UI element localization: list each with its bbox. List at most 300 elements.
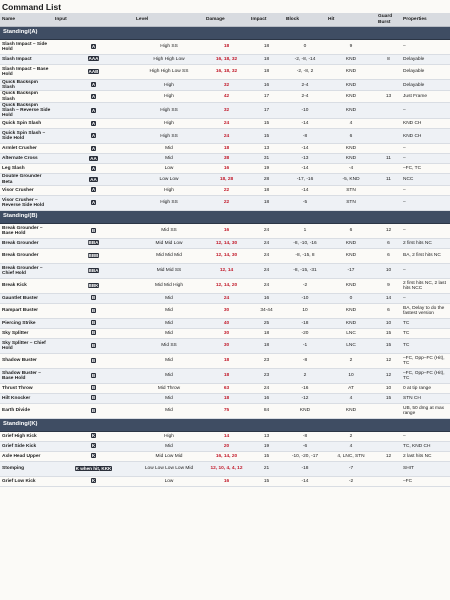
- block-cell: -10: [284, 293, 326, 303]
- damage-cell: 30: [204, 328, 249, 338]
- properties-cell: TC: [401, 318, 450, 328]
- name-cell: Quick Spin Slash – Side Hold: [0, 129, 53, 144]
- input-cell: [53, 40, 134, 55]
- input-command: A: [91, 199, 96, 205]
- input-cell: [53, 91, 134, 102]
- input-cell: [53, 223, 134, 238]
- name-cell: Rampart Buster: [0, 303, 53, 318]
- input-command: BBK: [88, 282, 99, 288]
- properties-cell: KND CH: [401, 119, 450, 129]
- guard-burst-cell: [376, 129, 401, 144]
- name-cell: Armlet Crusher: [0, 144, 53, 154]
- guard-burst-cell: [376, 102, 401, 119]
- damage-cell: 18: [204, 393, 249, 403]
- damage-cell: 12, 14, 30: [204, 248, 249, 263]
- block-cell: -18: [284, 318, 326, 328]
- hit-cell: KND: [326, 154, 376, 164]
- hit-cell: STN: [326, 195, 376, 210]
- name-cell: Visor Crusher – Reverse Side Hold: [0, 195, 53, 210]
- name-cell: Quick Backspin Slash: [0, 80, 53, 91]
- input-cell: [53, 383, 134, 393]
- input-command: AAA: [88, 56, 99, 62]
- level-cell: High SS: [134, 102, 204, 119]
- section-header: [0, 210, 450, 223]
- damage-cell: 32: [204, 102, 249, 119]
- input-command: A: [91, 120, 96, 126]
- impact-cell: 25: [249, 318, 284, 328]
- level-cell: High: [134, 431, 204, 441]
- properties-cell: –: [401, 154, 450, 164]
- block-cell: -16: [284, 383, 326, 393]
- input-command: K: [91, 453, 96, 459]
- impact-cell: 18: [249, 65, 284, 80]
- block-cell: -8: [284, 431, 326, 441]
- impact-cell: 28: [249, 174, 284, 185]
- name-cell: Slash Impact – Side Hold: [0, 40, 53, 55]
- block-cell: -8, -15, 8: [284, 248, 326, 263]
- properties-cell: 2 first hits NC: [401, 238, 450, 248]
- damage-cell: 22: [204, 185, 249, 195]
- block-cell: -20: [284, 328, 326, 338]
- level-cell: Mid: [134, 353, 204, 368]
- input-cell: [53, 248, 134, 263]
- guard-burst-cell: 10: [376, 318, 401, 328]
- hit-cell: KND: [326, 91, 376, 102]
- name-cell: Visor Crusher: [0, 185, 53, 195]
- impact-cell: 15: [249, 129, 284, 144]
- table-row: [0, 441, 450, 451]
- impact-cell: 19: [249, 441, 284, 451]
- impact-cell: 13: [249, 431, 284, 441]
- guard-burst-cell: [376, 119, 401, 129]
- hit-cell: AT: [326, 383, 376, 393]
- level-cell: Low Low: [134, 174, 204, 185]
- level-cell: Mid: [134, 154, 204, 164]
- block-cell: -14: [284, 119, 326, 129]
- impact-cell: 18: [249, 338, 284, 353]
- block-cell: -8, -10, -16: [284, 238, 326, 248]
- section-title: Standing/(K): [0, 418, 450, 431]
- properties-cell: –FC: [401, 476, 450, 486]
- properties-cell: –FC, Opp–FC (Hit), TC: [401, 368, 450, 383]
- level-cell: High SS: [134, 195, 204, 210]
- level-cell: Mid Mid High: [134, 278, 204, 293]
- impact-cell: 18: [249, 55, 284, 65]
- guard-burst-cell: 15: [376, 338, 401, 353]
- table-row: [0, 174, 450, 185]
- block-cell: -1: [284, 338, 326, 353]
- properties-cell: 2 first hits NC, 2 last hits NCC: [401, 278, 450, 293]
- input-cell: [53, 328, 134, 338]
- block-cell: -2, -8, -14: [284, 55, 326, 65]
- impact-cell: 23: [249, 368, 284, 383]
- name-cell: Break Grounder – Chief Hold: [0, 263, 53, 278]
- level-cell: Mid: [134, 293, 204, 303]
- damage-cell: 30: [204, 338, 249, 353]
- impact-cell: 24: [249, 238, 284, 248]
- guard-burst-cell: 12: [376, 451, 401, 461]
- input-command: B: [91, 342, 96, 348]
- properties-cell: STN CH: [401, 393, 450, 403]
- block-cell: -13: [284, 154, 326, 164]
- impact-cell: 15: [249, 451, 284, 461]
- guard-burst-cell: [376, 431, 401, 441]
- block-cell: -14: [284, 476, 326, 486]
- impact-cell: 16: [249, 393, 284, 403]
- header-damage: Damage: [204, 13, 249, 27]
- hit-cell: KND: [326, 278, 376, 293]
- level-cell: Mid Mid SS: [134, 263, 204, 278]
- name-cell: Piercing Strike: [0, 318, 53, 328]
- table-row: [0, 164, 450, 174]
- block-cell: -8: [284, 353, 326, 368]
- guard-burst-cell: 6: [376, 238, 401, 248]
- input-cell: [53, 403, 134, 418]
- impact-cell: 34-44: [249, 303, 284, 318]
- impact-cell: 21: [249, 461, 284, 476]
- properties-cell: NCC: [401, 174, 450, 185]
- header-properties: Properties: [401, 13, 450, 27]
- hit-cell: KND: [326, 248, 376, 263]
- name-cell: Sky Splitter – Chief Hold: [0, 338, 53, 353]
- level-cell: Low: [134, 476, 204, 486]
- level-cell: Low Low Low Low Mid: [134, 461, 204, 476]
- properties-cell: 0 at tip range: [401, 383, 450, 393]
- hit-cell: 2: [326, 431, 376, 441]
- properties-cell: TC, KND CH: [401, 441, 450, 451]
- hit-cell: -2: [326, 476, 376, 486]
- level-cell: Mid SS: [134, 223, 204, 238]
- input-cell: [53, 338, 134, 353]
- input-command: BBA: [88, 240, 99, 246]
- name-cell: Double Grounder Beta: [0, 174, 53, 185]
- header-input: Input: [53, 13, 134, 27]
- header-level: Level: [134, 13, 204, 27]
- guard-burst-cell: 12: [376, 353, 401, 368]
- input-cell: [53, 55, 134, 65]
- name-cell: Stomping: [0, 461, 53, 476]
- properties-cell: Delayable: [401, 65, 450, 80]
- guard-burst-cell: 15: [376, 393, 401, 403]
- section-title: Standing/(B): [0, 210, 450, 223]
- name-cell: Axle Head Upper: [0, 451, 53, 461]
- input-command: K: [91, 433, 96, 439]
- damage-cell: 18: [204, 144, 249, 154]
- level-cell: Mid Mid Mid: [134, 248, 204, 263]
- name-cell: Grief Side Kick: [0, 441, 53, 451]
- table-row: [0, 55, 450, 65]
- hit-cell: -4: [326, 164, 376, 174]
- impact-cell: 31: [249, 154, 284, 164]
- damage-cell: 18: [204, 353, 249, 368]
- impact-cell: 18: [249, 328, 284, 338]
- header-impact: Impact: [249, 13, 284, 27]
- guard-burst-cell: [376, 164, 401, 174]
- hit-cell: -7: [326, 461, 376, 476]
- level-cell: Mid Throw: [134, 383, 204, 393]
- input-command: A: [91, 93, 96, 99]
- hit-cell: 6: [326, 129, 376, 144]
- guard-burst-cell: 6: [376, 303, 401, 318]
- header-block: Block: [284, 13, 326, 27]
- block-cell: KND: [284, 403, 326, 418]
- damage-cell: 38: [204, 154, 249, 164]
- block-cell: -8: [284, 129, 326, 144]
- properties-cell: Delayable: [401, 55, 450, 65]
- name-cell: Grief Low Kick: [0, 476, 53, 486]
- header-guard-burst: Guard Burst: [376, 13, 401, 27]
- properties-cell: –: [401, 263, 450, 278]
- properties-cell: –: [401, 144, 450, 154]
- block-cell: -14: [284, 164, 326, 174]
- input-cell: [53, 293, 134, 303]
- name-cell: Break Grounder: [0, 238, 53, 248]
- input-cell: [53, 263, 134, 278]
- damage-cell: 24: [204, 119, 249, 129]
- properties-cell: –: [401, 293, 450, 303]
- block-cell: -5: [284, 195, 326, 210]
- damage-cell: 18: [204, 368, 249, 383]
- input-command: A: [91, 43, 96, 49]
- input-command: B: [91, 407, 96, 413]
- input-cell: [53, 461, 134, 476]
- table-row: [0, 144, 450, 154]
- properties-cell: –: [401, 431, 450, 441]
- properties-cell: SHIT: [401, 461, 450, 476]
- hit-cell: KND: [326, 303, 376, 318]
- hit-cell: LNC: [326, 328, 376, 338]
- name-cell: Earth Divide: [0, 403, 53, 418]
- input-command: B: [91, 227, 96, 233]
- guard-burst-cell: 13: [376, 91, 401, 102]
- table-body: [0, 27, 450, 487]
- block-cell: -18: [284, 461, 326, 476]
- properties-cell: Delayable: [401, 80, 450, 91]
- guard-burst-cell: 12: [376, 368, 401, 383]
- guard-burst-cell: 9: [376, 278, 401, 293]
- table-row: [0, 461, 450, 476]
- level-cell: Mid Low Mid: [134, 451, 204, 461]
- hit-cell: 4: [326, 393, 376, 403]
- impact-cell: 15: [249, 476, 284, 486]
- guard-burst-cell: 14: [376, 293, 401, 303]
- input-cell: [53, 119, 134, 129]
- table-row: [0, 263, 450, 278]
- properties-cell: TC: [401, 328, 450, 338]
- input-command: A: [91, 165, 96, 171]
- level-cell: High: [134, 119, 204, 129]
- properties-cell: UB, 50 dmg at max range: [401, 403, 450, 418]
- damage-cell: 30: [204, 303, 249, 318]
- input-cell: [53, 368, 134, 383]
- input-cell: [53, 154, 134, 164]
- properties-cell: TC: [401, 338, 450, 353]
- impact-cell: 84: [249, 403, 284, 418]
- input-cell: [53, 431, 134, 441]
- input-cell: [53, 278, 134, 293]
- table-row: [0, 129, 450, 144]
- table-row: [0, 431, 450, 441]
- section-title: Standing/(A): [0, 27, 450, 40]
- block-cell: -14: [284, 185, 326, 195]
- input-cell: [53, 80, 134, 91]
- properties-cell: –FC, TC: [401, 164, 450, 174]
- damage-cell: 16: [204, 164, 249, 174]
- table-row: [0, 65, 450, 80]
- input-command: B: [91, 330, 96, 336]
- level-cell: Mid: [134, 144, 204, 154]
- block-cell: -2: [284, 278, 326, 293]
- hit-cell: KND: [326, 102, 376, 119]
- input-cell: [53, 353, 134, 368]
- hit-cell: 0: [326, 293, 376, 303]
- damage-cell: 12, 14, 30: [204, 238, 249, 248]
- impact-cell: 18: [249, 195, 284, 210]
- properties-cell: –: [401, 102, 450, 119]
- table-row: [0, 102, 450, 119]
- hit-cell: KND: [326, 144, 376, 154]
- damage-cell: 14: [204, 431, 249, 441]
- input-cell: [53, 441, 134, 451]
- hit-cell: 10: [326, 368, 376, 383]
- input-command: AA: [90, 176, 97, 182]
- name-cell: Grief High Kick: [0, 431, 53, 441]
- input-cell: [53, 174, 134, 185]
- input-cell: [53, 318, 134, 328]
- input-command: AA: [90, 155, 97, 161]
- damage-cell: 16, 18, 32: [204, 55, 249, 65]
- table-row: [0, 318, 450, 328]
- name-cell: Shadow Buster: [0, 353, 53, 368]
- impact-cell: 17: [249, 102, 284, 119]
- guard-burst-cell: [376, 144, 401, 154]
- input-command: K when hit, KKK: [75, 465, 112, 471]
- input-command: B: [91, 357, 96, 363]
- table-row: [0, 91, 450, 102]
- level-cell: High: [134, 80, 204, 91]
- section-header: [0, 418, 450, 431]
- table-row: [0, 195, 450, 210]
- guard-burst-cell: [376, 461, 401, 476]
- level-cell: Mid: [134, 328, 204, 338]
- header-hit: Hit: [326, 13, 376, 27]
- level-cell: Mid: [134, 318, 204, 328]
- damage-cell: 16, 14, 20: [204, 451, 249, 461]
- input-cell: [53, 129, 134, 144]
- input-command: B: [91, 395, 96, 401]
- block-cell: -6: [284, 441, 326, 451]
- guard-burst-cell: [376, 441, 401, 451]
- block-cell: -2, -8, 2: [284, 65, 326, 80]
- properties-cell: –: [401, 40, 450, 55]
- guard-burst-cell: [376, 476, 401, 486]
- block-cell: 1: [284, 223, 326, 238]
- level-cell: High SS: [134, 129, 204, 144]
- damage-cell: 12, 14, 20: [204, 278, 249, 293]
- guard-burst-cell: [376, 185, 401, 195]
- level-cell: High High Low SS: [134, 65, 204, 80]
- level-cell: High High Low: [134, 55, 204, 65]
- damage-cell: 18, 28: [204, 174, 249, 185]
- level-cell: Mid SS: [134, 338, 204, 353]
- header-name: Name: [0, 13, 53, 27]
- properties-cell: –: [401, 223, 450, 238]
- damage-cell: 24: [204, 129, 249, 144]
- impact-cell: 18: [249, 185, 284, 195]
- impact-cell: 24: [249, 263, 284, 278]
- input-command: K: [91, 443, 96, 449]
- block-cell: -10, -20, -17: [284, 451, 326, 461]
- input-cell: [53, 144, 134, 154]
- hit-cell: -5, KND: [326, 174, 376, 185]
- guard-burst-cell: 11: [376, 154, 401, 164]
- block-cell: 2-4: [284, 80, 326, 91]
- header-row: [0, 13, 450, 27]
- name-cell: Leg Slash: [0, 164, 53, 174]
- name-cell: Break Grounder – Base Hold: [0, 223, 53, 238]
- input-command: B: [91, 372, 96, 378]
- properties-cell: 2 last hits NC: [401, 451, 450, 461]
- damage-cell: 75: [204, 403, 249, 418]
- name-cell: Thrust Throw: [0, 383, 53, 393]
- command-table: [0, 13, 450, 487]
- guard-burst-cell: [376, 80, 401, 91]
- input-command: A: [91, 187, 96, 193]
- name-cell: Break Grounder: [0, 248, 53, 263]
- block-cell: -14: [284, 144, 326, 154]
- input-cell: [53, 238, 134, 248]
- properties-cell: BA, 2 first hits NC: [401, 248, 450, 263]
- guard-burst-cell: 10: [376, 263, 401, 278]
- table-row: [0, 383, 450, 393]
- input-command: A: [91, 82, 96, 88]
- name-cell: Slash Impact – Base Hold: [0, 65, 53, 80]
- hit-cell: LNC: [326, 338, 376, 353]
- input-command: B: [91, 320, 96, 326]
- table-row: [0, 451, 450, 461]
- level-cell: Mid Mid Low: [134, 238, 204, 248]
- impact-cell: 18: [249, 40, 284, 55]
- hit-cell: KND: [326, 318, 376, 328]
- impact-cell: 23: [249, 353, 284, 368]
- table-row: [0, 80, 450, 91]
- table-row: [0, 223, 450, 238]
- section-header: [0, 27, 450, 40]
- block-cell: 0: [284, 40, 326, 55]
- input-command: B: [91, 385, 96, 391]
- impact-cell: 24: [249, 383, 284, 393]
- hit-cell: 4: [326, 441, 376, 451]
- table-row: [0, 403, 450, 418]
- name-cell: Alternate Cross: [0, 154, 53, 164]
- hit-cell: -17: [326, 263, 376, 278]
- hit-cell: KND: [326, 65, 376, 80]
- level-cell: Low: [134, 164, 204, 174]
- input-command: BBA: [88, 267, 99, 273]
- table-row: [0, 476, 450, 486]
- hit-cell: KND: [326, 55, 376, 65]
- guard-burst-cell: 12: [376, 223, 401, 238]
- impact-cell: 24: [249, 223, 284, 238]
- impact-cell: 13: [249, 144, 284, 154]
- properties-cell: Just Frame: [401, 91, 450, 102]
- properties-cell: –: [401, 185, 450, 195]
- damage-cell: 40: [204, 318, 249, 328]
- table-row: [0, 248, 450, 263]
- input-cell: [53, 65, 134, 80]
- level-cell: Mid: [134, 368, 204, 383]
- level-cell: High: [134, 91, 204, 102]
